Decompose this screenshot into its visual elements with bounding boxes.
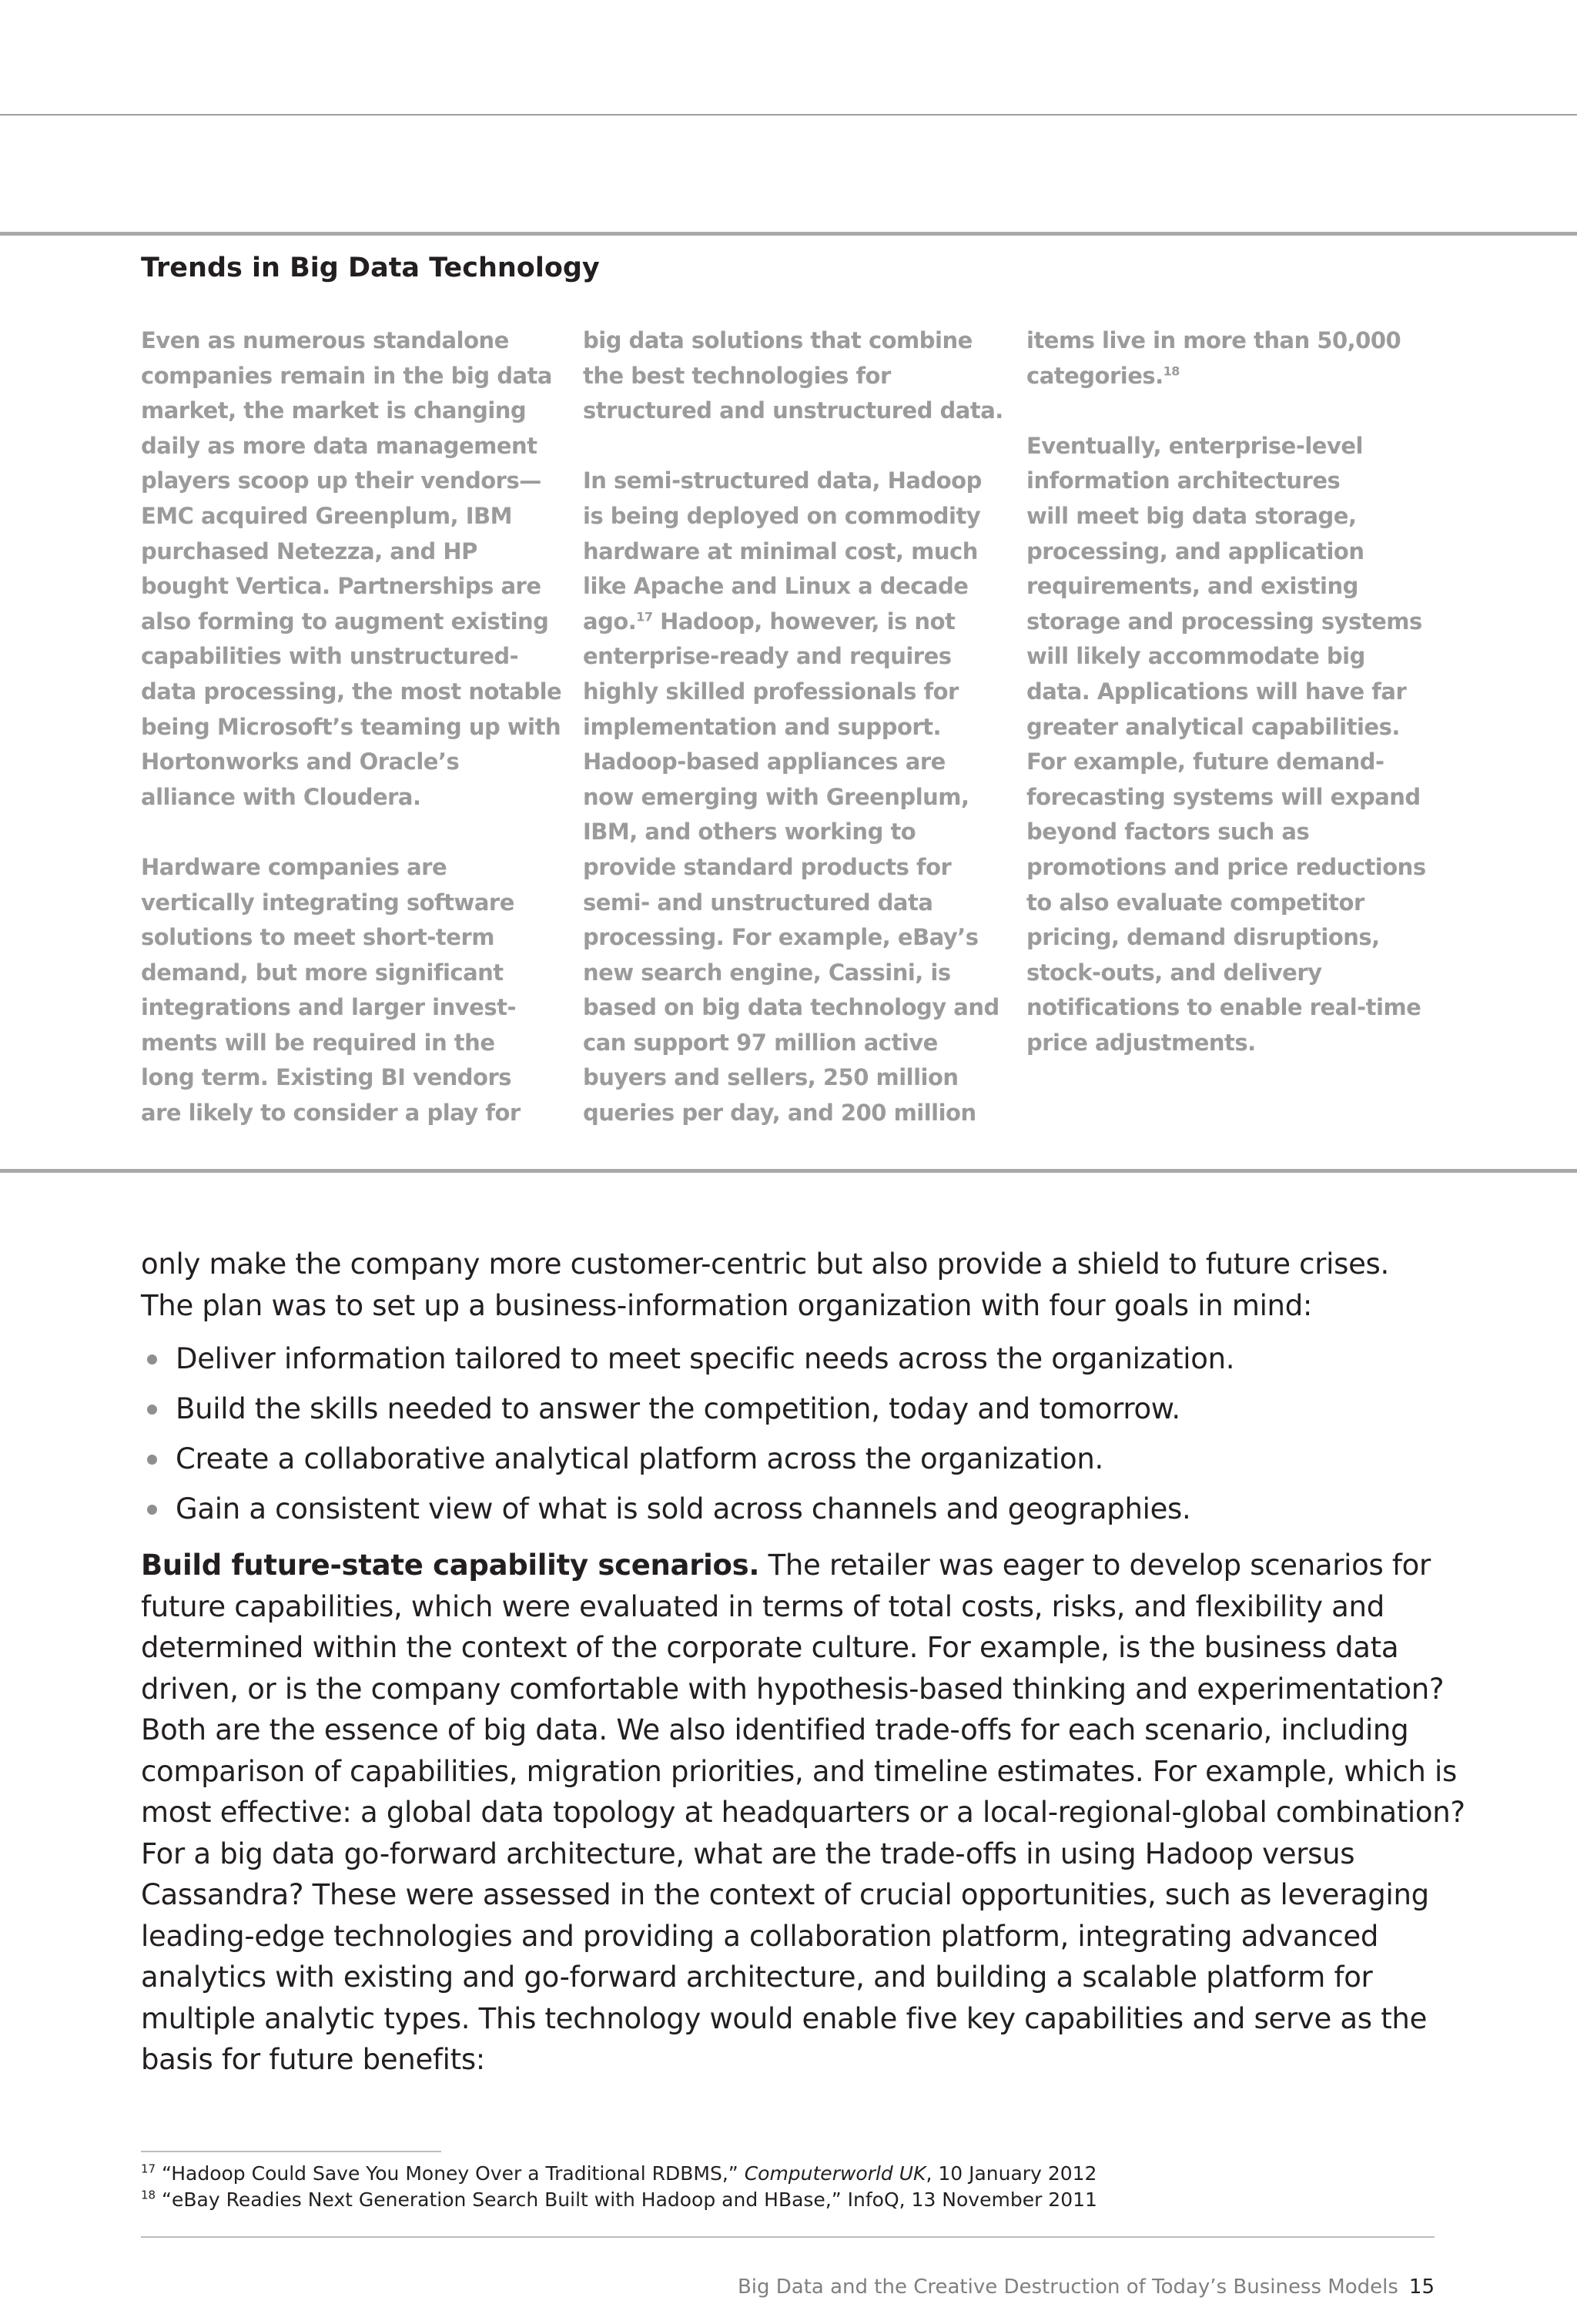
line-with-footnote-ref: categories.$^{18}$	[1026, 362, 1180, 389]
scenarios-heading: Build future-state capability scenarios.	[141, 1549, 760, 1582]
footnote-17: $^{17}$ “Hadoop Could Save You Money Over a Traditional RDBMS,” Computerworld UK, 10 January 2012	[141, 2162, 1097, 2185]
page-footer	[738, 2275, 1435, 2299]
sidebar-title: Trends in Big Data Technology	[141, 253, 600, 283]
bullet-icon	[147, 1405, 157, 1415]
sidebar-paragraph: Eventually, enterprise-level information architectures will meet big data storage, processing, and application requirements, and existing storage and processing systems will likely accommodate big data. Applications will have far greater analytical capabilities. For example, future demand- forecasting systems will expand beyond factors such as promotions and price reductions to also evaluate competitor pricing, demand disruptions, stock-outs, and delivery notifications to enable real-time price adjustments.	[1026, 432, 1426, 1056]
list-item: Create a collaborative analytical platform across the organization.	[141, 1434, 1450, 1484]
footnote-ref-17: 17	[636, 609, 653, 625]
scenarios-paragraph: Build future-state capability scenarios. The retailer was eager to develop scenarios for future capabilities, which were evaluated in terms of total costs, risks, and flexibility and determined within the context of the corporate culture. For example, is the business data driven, or is the company comfortable with hypothesis-based thinking and experimentation? Both are the essence of big data. We also identified trade-offs for each scenario, including comparison of capabilities, migration priorities, and timeline estimates. For example, which is most effective: a global data topology at headquarters or a local-regional-global combination? For a big data go-forward architecture, what are the trade-offs in using Hadoop versus Cassandra? These were assessed in the context of crucial opportunities, such as leveraging leading-edge technologies and providing a collaboration platform, integrating advanced analytics with existing and go-forward architecture, and building a scalable platform for multiple analytic types. This technology would enable five key capabilities and serve as the basis for future benefits:	[141, 1549, 1465, 2076]
footnote-rule	[141, 2151, 441, 2152]
sidebar-column-3	[1026, 323, 1465, 1060]
sidebar-column-1	[141, 323, 580, 1131]
sidebar-paragraph: In semi-structured data, Hadoop is being deployed on commodity hardware at minimal cost, much like Apache and Linux a decade ago.$^{17}$ Hadoop, however, is not enterprise-ready and requires highly skilled professionals for implementation and support. Hadoop-based appliances are now emerging with Greenplum, IBM, and others working to provide standard products for semi- and unstructured data processing. For example, eBay’s new search engine, Cassini, is based on big data technology and can support 97 million active buyers and sellers, 250 million queries per day, and 200 million	[583, 464, 1022, 1130]
sidebar-column-2	[583, 323, 1022, 1131]
top-rule	[0, 114, 1577, 116]
footnote-ref-18: 18	[1163, 363, 1180, 378]
sidebar-box	[0, 232, 1577, 1173]
goals-list	[141, 1334, 1450, 1534]
sidebar-paragraph: big data solutions that combine the best technologies for structured and unstructured data.	[583, 327, 1003, 424]
footnote-18: $^{18}$ “eBay Readies Next Generation Search Built with Hadoop and HBase,” InfoQ, 13 November 2011	[141, 2188, 1097, 2211]
footnotes	[141, 2161, 1097, 2213]
lead-paragraph: only make the company more customer-centric but also provide a shield to future crises. The plan was to set up a business-information organization with four goals in mind:	[141, 1247, 1389, 1322]
bullet-icon	[147, 1455, 157, 1465]
sidebar-paragraph: Hardware companies are vertically integrating software solutions to meet short-term demand, but more significant integrations and larger invest- ments will be required in the long term. Existing BI vendors are likely to consider a play for	[141, 853, 521, 1127]
list-item: Gain a consistent view of what is sold across channels and geographies.	[141, 1484, 1450, 1534]
sidebar-paragraph: items live in more than 50,000 categories.$^{18}$	[1026, 323, 1465, 393]
list-item: Deliver information tailored to meet specific needs across the organization.	[141, 1334, 1450, 1384]
sidebar-paragraph: Even as numerous standalone companies remain in the big data market, the market is changing daily as more data management players scoop up their vendors— EMC acquired Greenplum, IBM purchased Netezza, and HP bought Vertica. Partnerships are also forming to augment existing capabilities with unstructured- data processing, the most notable being Microsoft’s teaming up with Hortonworks and Oracle’s alliance with Cloudera.	[141, 327, 562, 810]
list-item: Build the skills needed to answer the competition, today and tomorrow.	[141, 1384, 1450, 1434]
line-with-footnote-ref: ago.$^{17}$ Hadoop, however, is not	[583, 608, 956, 635]
main-body	[141, 1244, 1465, 2081]
footer-rule	[141, 2236, 1435, 2238]
footer-title: Big Data and the Creative Destruction of Today’s Business Models	[737, 2275, 1398, 2299]
bullet-icon	[147, 1355, 157, 1365]
bullet-icon	[147, 1505, 157, 1515]
page-number: 15	[1408, 2275, 1435, 2299]
